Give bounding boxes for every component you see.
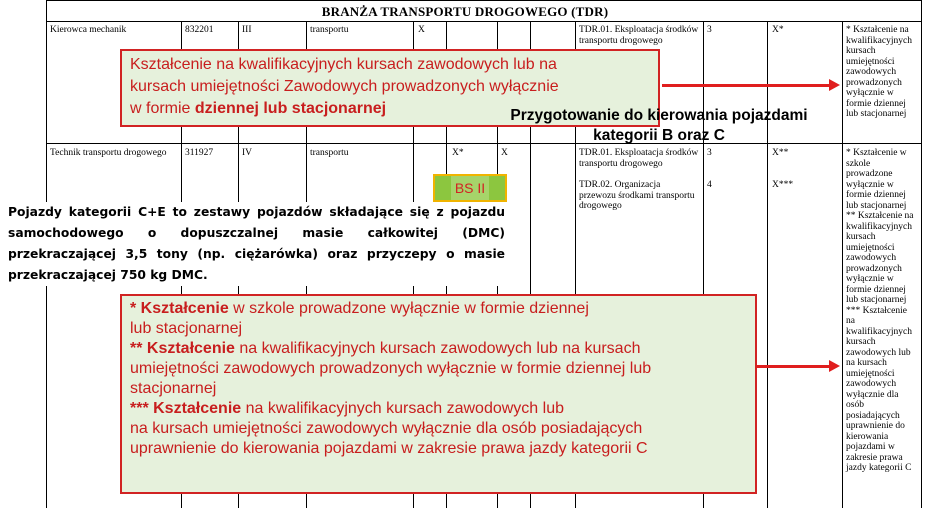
row1-profession: Kierowca mechanik: [50, 25, 127, 35]
row1-qual-mark: X*: [772, 25, 784, 35]
callout2-p1-line1: [130, 299, 755, 319]
row2-area: transportu: [310, 148, 349, 158]
row1-note: * Kształcenie na kwalifikacyjnych kursach umiejętności zawodowych prowadzonych wyłącznie w formie dziennej lub stacjonarnej: [846, 25, 912, 119]
page-title: BRANŻA TRANSPORTU DROGOWEGO (TDR): [321, 4, 609, 19]
callout-footnotes: [120, 294, 757, 494]
callout1-line3-pre: w formie: [130, 100, 195, 117]
row2-qual2-number: 4: [707, 180, 712, 190]
row2-code: 311927: [185, 148, 214, 158]
callout2-p3-rest: na kwalifikacyjnych kursach zawodowych lub: [241, 400, 564, 417]
callout2-p3-line2: na kursach umiejętności zawodowych wyłącznie dla osób posiadających: [130, 420, 643, 437]
row1-qual-number: 3: [707, 25, 712, 35]
row2-mark2: X: [501, 148, 508, 158]
callout2-p2-bold: ** Kształcenie: [130, 340, 235, 357]
preparation-caption: Przygotowanie do kierowania pojazdami kategorii B oraz C: [510, 107, 808, 144]
row2-qual2-mark: X***: [772, 180, 794, 190]
callout2-p2-line1: [130, 339, 755, 359]
row2-qual1-mark: X**: [772, 148, 789, 158]
callout2-p1-rest: w szkole prowadzone wyłącznie w formie dziennej: [228, 300, 589, 317]
row2-profession: Technik transportu drogowego: [50, 148, 167, 158]
callout2-p3-bold: *** Kształcenie: [130, 400, 242, 417]
callout2-p2-line2: umiejętności zawodowych prowadzonych wyłącznie w formie dziennej lub: [130, 360, 652, 377]
row2-mark1: X*: [452, 148, 464, 158]
category-ce-description: Pojazdy kategorii C+E to zestawy pojazdów składające się z pojazdu samochodowego o dopuszczalnej masie całkowitej (DMC) przekraczającej 3,5 tony (np. ciężarówka) oraz przyczepy o masie przekraczającej 750 kg DMC.: [8, 202, 505, 286]
callout2-p3-line1: [130, 399, 755, 419]
callout2-p3-line3: uprawnienie do kierowania pojazdami w zakresie prawa jazdy kategorii C: [130, 440, 648, 457]
callout1-line1: Kształcenie na kwalifikacyjnych kursach zawodowych lub na: [130, 56, 557, 73]
row2-level: IV: [242, 148, 253, 158]
arrow-1-head: [829, 79, 840, 91]
arrow-1-line: [662, 84, 830, 87]
row1-qualification: TDR.01. Eksploatacja środków transportu drogowego: [579, 25, 699, 46]
row2-note: * Kształcenie w szkole prowadzone wyłącznie w formie dziennej lub stacjonarnej ** Kształcenie na kwalifikacyjnych kursach umiejętności zawodowych prowadzonych wyłącznie w formie dziennej lub stacjonarnej *** Kształcenie na kwalifikacyjnych kursach zawodowych lub na kursach umiejętności zawodowych wyłącznie dla osób posiadających uprawnienie do kierowania pojazdami w zakresie prawa jazdy kategorii C: [846, 148, 914, 473]
callout2-p1-bold: * Kształcenie: [130, 300, 229, 317]
row2-qualification-1: TDR.01. Eksploatacja środków transportu drogowego: [579, 148, 699, 169]
callout2-p2-line3: stacjonarnej: [130, 380, 217, 397]
callout2-p2-rest: na kwalifikacyjnych kursach zawodowych lub na kursach: [234, 340, 641, 357]
bs-badge: [433, 174, 507, 202]
callout1-line3-bold: dziennej lub stacjonarnej: [194, 100, 387, 117]
row1-code: 832201: [185, 25, 214, 35]
callout1-line2: kursach umiejętności Zawodowych prowadzonych wyłącznie: [130, 78, 559, 95]
row1-area: transportu: [310, 25, 349, 35]
row2-qual1-number: 3: [707, 148, 712, 158]
bs-badge-label: BS II: [451, 176, 489, 200]
row1-level: III: [242, 25, 252, 35]
row1-mark: X: [418, 25, 425, 35]
callout2-p1-line2: lub stacjonarnej: [130, 320, 243, 337]
arrow-2-line: [757, 365, 830, 368]
row2-qualification-2: TDR.02. Organizacja przewozu środkami transportu drogowego: [579, 180, 695, 211]
arrow-2-head: [829, 360, 840, 372]
